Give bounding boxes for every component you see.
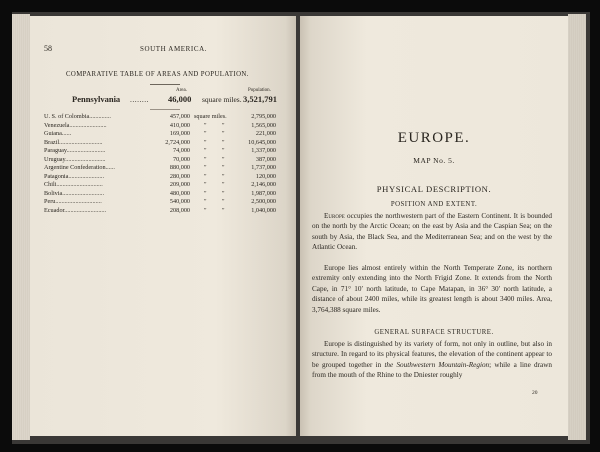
country-area: 880,000 [169, 164, 190, 171]
table-row [44, 173, 282, 181]
paragraph: Europe is distinguished by its variety of form, not only in outline, but also in structure. In regard to its physical features, the elevation of the continent appear to be grouped together in the Southwestern Mountain-Region; while a line drawn from the mouth of the Rhine to the Dniester roughly [312, 340, 552, 380]
country-area: 457,000 [169, 113, 190, 120]
page-number: 58 [44, 44, 52, 53]
title-rule [150, 84, 180, 85]
country-name: Paraguay......................... [44, 147, 106, 154]
country-name: Guiana...... [44, 130, 72, 137]
ditto-mark: " [204, 172, 207, 180]
reference-dots: ........ [130, 95, 149, 104]
country-area: 480,000 [169, 189, 190, 197]
table-row [44, 139, 282, 147]
table-row [44, 207, 282, 215]
reference-unit: square miles. [202, 95, 242, 104]
country-name: Peru.............................. [44, 198, 102, 205]
country-area: 209,000 [169, 181, 190, 188]
table-row [44, 113, 282, 121]
country-population: 2,146,000 [251, 181, 276, 188]
table-row [44, 130, 282, 138]
ditto-mark: " [222, 121, 225, 129]
chapter-title: EUROPE. [397, 130, 471, 146]
ditto-mark: " [222, 181, 225, 188]
ditto-mark: " [222, 164, 225, 171]
country-name: U. S. of Colombia.............. [44, 113, 111, 120]
table-row [44, 156, 282, 164]
country-area: 208,000 [169, 206, 190, 214]
ditto-mark: " [222, 130, 225, 137]
country-population: 10,645,000 [248, 138, 276, 146]
table-row [44, 198, 282, 206]
left-page-edges [12, 14, 30, 440]
country-area: 540,000 [169, 198, 190, 205]
column-header-area: Area. [176, 88, 187, 93]
country-name: Patagonia....................... [44, 172, 104, 180]
left-page [30, 16, 296, 436]
map-number: MAP No. 5. [413, 156, 455, 165]
table-row [44, 122, 282, 130]
country-name: Venezuela........................ [44, 121, 107, 129]
table-title: COMPARATIVE TABLE OF AREAS AND POPULATION. [66, 71, 249, 78]
ditto-mark: " [204, 189, 207, 197]
reference-rule [150, 109, 180, 110]
country-name: Ecuador........................... [44, 206, 107, 214]
country-area: 169,000 [169, 130, 190, 137]
country-population: 1,040,000 [251, 206, 276, 214]
table-row [44, 181, 282, 189]
country-area: 74,000 [172, 147, 190, 154]
right-page-edges [568, 14, 586, 440]
section-heading: PHYSICAL DESCRIPTION. [376, 184, 492, 194]
signature-mark: 20 [532, 390, 538, 396]
country-name: Chili.............................. [44, 181, 103, 188]
ditto-mark: " [204, 155, 207, 163]
country-name: Argentine Confederation...... [44, 164, 115, 171]
country-name: Bolivia........................... [44, 189, 104, 197]
country-name: Brazil............................ [44, 138, 103, 146]
country-population: 1,565,000 [251, 121, 276, 129]
ditto-mark: " [204, 121, 207, 129]
country-area: 280,000 [169, 172, 190, 180]
country-population: 387,000 [255, 155, 276, 163]
ditto-mark: " [204, 138, 207, 146]
country-population: 1,337,000 [251, 147, 276, 154]
country-area: 70,000 [172, 155, 190, 163]
paragraph: Europe lies almost entirely within the North Temperate Zone, its northern extremity only extending into the North Frigid Zone. It extends from the North Cape, in 71° 10′ north latitude, to Cape Matapan, in 36° 30′ north latitude, a distance of about 2400 miles, while its greatest length is about 3400 miles. Area, 3,764,388 square miles. [312, 264, 552, 314]
column-header-population: Population. [248, 88, 271, 93]
area-unit: square miles. [194, 113, 227, 120]
ditto-mark: " [222, 189, 225, 197]
ditto-mark: " [204, 198, 207, 205]
ditto-mark: " [222, 172, 225, 180]
paragraph: Europe occupies the northwestern part of the Eastern Continent. It is bounded on the north by the Arctic Ocean; on the east by Asia and the Caspian Sea; on the south by Asia, the Black Sea, and the Mediterranean Sea; and on the west by the Atlantic Ocean. [312, 212, 552, 252]
ditto-mark: " [204, 181, 207, 188]
reference-name: Pennsylvania [72, 94, 121, 104]
country-population: 2,500,000 [251, 198, 276, 205]
ditto-mark: " [222, 147, 225, 154]
country-population: 1,987,000 [251, 189, 276, 197]
table-row [44, 147, 282, 155]
country-population: 1,737,000 [251, 164, 276, 171]
country-area: 410,000 [169, 121, 190, 129]
reference-row [72, 94, 284, 106]
country-area: 2,724,000 [165, 138, 190, 146]
ditto-mark: " [222, 206, 225, 214]
ditto-mark: " [222, 198, 225, 205]
country-population: 2,795,000 [251, 113, 276, 120]
ditto-mark: " [222, 155, 225, 163]
subsection-heading: POSITION AND EXTENT. [390, 201, 478, 208]
ditto-mark: " [204, 130, 207, 137]
reference-area: 46,000 [168, 94, 192, 104]
ditto-mark: " [204, 164, 207, 171]
ditto-mark: " [222, 138, 225, 146]
ditto-mark: " [204, 206, 207, 214]
reference-population: 3,521,791 [243, 94, 277, 104]
ditto-mark: " [204, 147, 207, 154]
subsection-heading: GENERAL SURFACE STRUCTURE. [374, 329, 494, 336]
country-population: 221,000 [255, 130, 276, 137]
country-population: 120,000 [255, 172, 276, 180]
table-row [44, 190, 282, 198]
running-head: SOUTH AMERICA. [140, 45, 208, 53]
country-name: Uruguay.......................... [44, 155, 106, 163]
table-row [44, 164, 282, 172]
